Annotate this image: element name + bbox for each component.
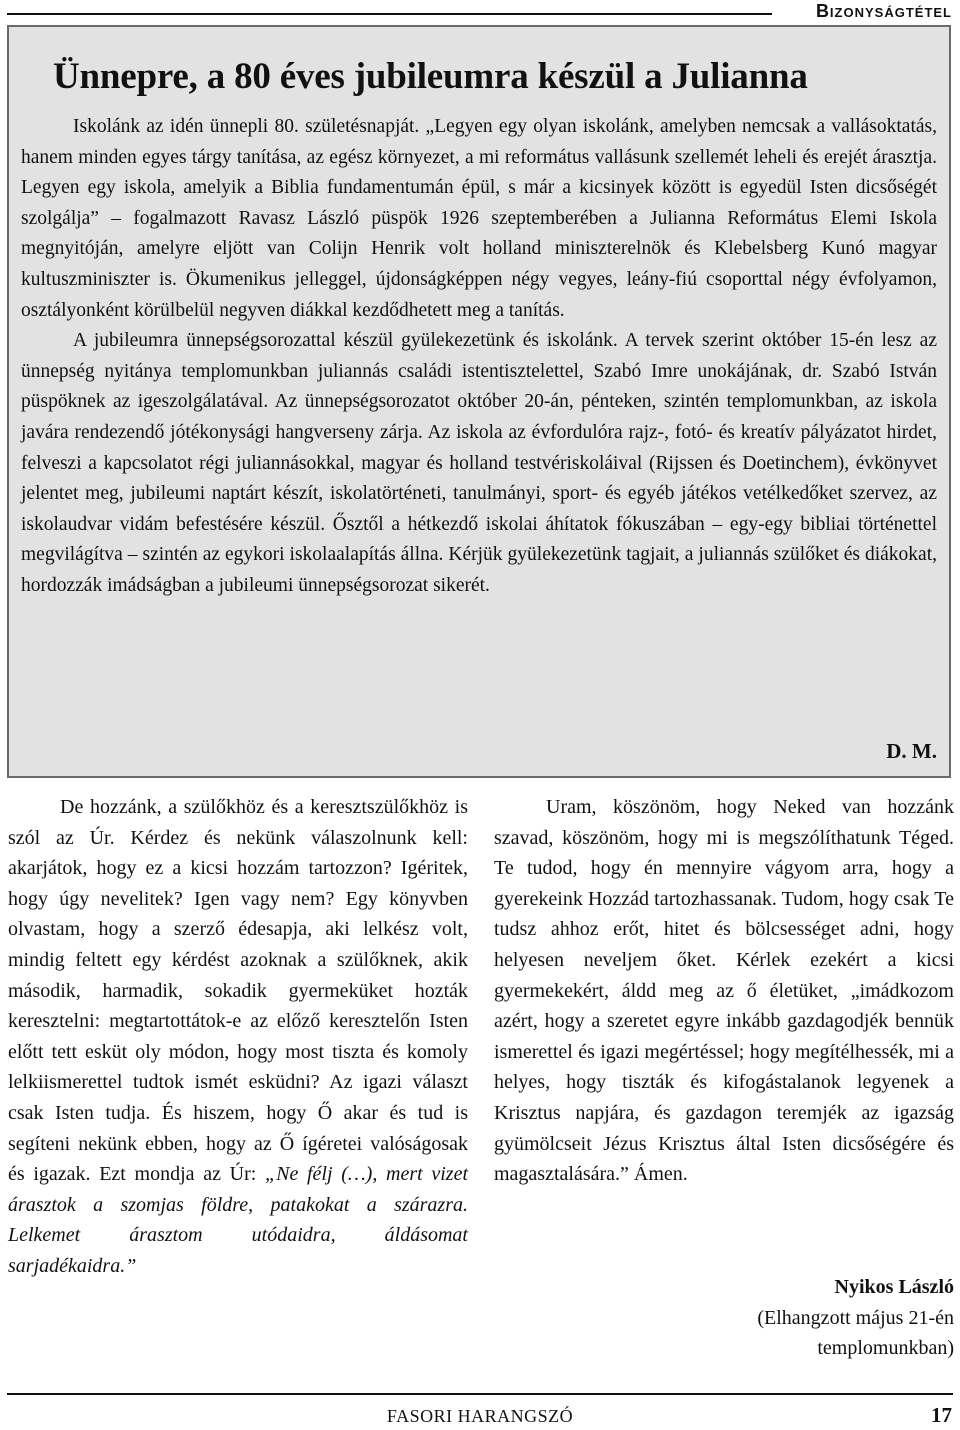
left-column-paragraph xyxy=(8,792,468,1282)
publication-name: FASORI HARANGSZÓ xyxy=(386,1406,574,1426)
article-box xyxy=(7,25,951,778)
article-title: Ünnepre, a 80 éves jubileumra készül a Julianna xyxy=(53,56,808,97)
article-signature: D. M. xyxy=(886,739,937,763)
prayer-signature xyxy=(494,1272,954,1364)
right-column xyxy=(494,792,954,1190)
author-name: Nyikos László xyxy=(834,1276,954,1298)
page-number: 17 xyxy=(931,1403,952,1427)
header-rule xyxy=(7,13,772,15)
prayer-paragraph: Uram, köszönöm, hogy Neked van hozzánk szavad, köszönöm, hogy mi is megszólíthatunk Téged. Te tudod, hogy én mennyire vágyom arra, hogy a gyerekeink Hozzád tartozhassanak. Tudom, hogy csak Te tudsz ahhoz erőt, hitet és bölcsességet adni, hogy helyesen neveljem őket. Kérlek ezekért a kicsi gyermekekért, áldd meg az ő életüket, „imádkozom azért, hogy a szeretet egyre inkább gazdagodjék bennük ismerettel és igazi megértéssel; hogy megítélhessék, mi a helyes, hogy tiszták és kifogástalanok legyenek a Krisztus napjára, és gazdagon teremjék az igazság gyümölcseit Jézus Krisztus által Isten dicsőségére és magasztalására.” Ámen. xyxy=(494,796,954,1186)
author-note-line-2: templomunkban) xyxy=(817,1337,954,1360)
left-column xyxy=(8,792,468,1282)
article-paragraph-2: A jubileumra ünnepségsorozattal készül gyülekezetünk és iskolánk. A tervek szerint október 15-én lesz az ünnepség nyitánya templomunkban juliannás családi istentisztelettel, Szabó Imre unokájának, dr. Szabó István püspöknek az igeszolgálatával. Az ünnepségsorozatot október 20-án, pénteken, szintén templomunkban, az iskola javára rendezendő jótékonysági hangverseny zárja. Az iskola az évfordulóra rajz-, fotó- és kreatív pályázatot hirdet, felveszi a kapcsolatot régi juliannásokkal, magyar és holland testvériskoláival (Rijssen és Doetinchem), évkönyvet jelentet meg, jubileumi naptárt készít, iskolatörténeti, tanulmányi, sport- és egyéb játékos vetélkedőket szervez, az iskolaudvar vidám befestésére készül. Ősztől a hétkezdő iskolai áhítatok fókuszában – egy-egy bibliai történettel megvilágítva – szintén az egykori iskolaalapítás állna. Kérjük gyülekezetünk tagjait, a juliannás szülőket és diákokat, hordozzák imádságban a jubileumi ünnepségsorozat sikerét. xyxy=(21,330,937,596)
section-label: Bizonyságtétel xyxy=(815,1,952,21)
article-paragraph-1: Iskolánk az idén ünnepli 80. születésnapját. „Legyen egy olyan iskolánk, amelyben nemcsak a vallásoktatás, hanem minden egyes tárgy tanítása, az egész környezet, a mi református vallásunk szellemét leheli és erejét árasztja. Legyen egy iskola, amelyik a Biblia fundamentumán épül, s már a kicsinyek között is egyedül Isten dicsőségét szolgálja” – fogalmazott Ravasz László püspök 1926 szeptemberében a Julianna Református Elemi Iskola megnyitóján, amelyre eljött van Colijn Henrik volt holland miniszterelnök és Klebelsberg Kunó magyar kultuszminiszter is. Ökumenikus jelleggel, újdonságképpen négy vegyes, leány-fiú csoporttal négy évfolyamon, osztályonként körülbelül negyven diákkal kezdődhetett meg a tanítás. xyxy=(21,116,937,321)
article-body xyxy=(21,112,937,602)
author-note-line-1: (Elhangzott május 21-én xyxy=(757,1306,954,1329)
left-column-text: De hozzánk, a szülőkhöz és a keresztszülőkhöz is szól az Úr. Kérdez és nekünk válaszolnunk kell: akarjátok, hogy ez a kicsi hozzám tartozzon? Igéritek, hogy úgy nevelitek? Igen vagy nem? Egy könyvben olvastam, hogy a szerző édesapja, aki lelkész volt, mindig feltett egy kérdést azoknak a szülőknek, akik második, harmadik, sokadik gyermeküket hozták keresztelni: megtartottátok-e az előző keresztelőn Isten előtt tett esküt oly módon, hogy most tiszta és komoly lelkiismerettel tudtok ismét esküdni? Az igazi választ csak Isten tudja. És hiszem, hogy Ő akar és tud is segíteni nekünk ebben, hogy az Ő ígéretei valóságosak és igazak. Ezt mondja az Úr: xyxy=(8,796,468,1186)
scripture-quote: „Ne félj (…), mert vizet árasztok a szomjas földre, patakokat a szárazra. Lelkemet árasztom utódaidra, áldásomat sarjadékaidra.” xyxy=(8,1163,468,1277)
footer-rule xyxy=(7,1393,953,1395)
